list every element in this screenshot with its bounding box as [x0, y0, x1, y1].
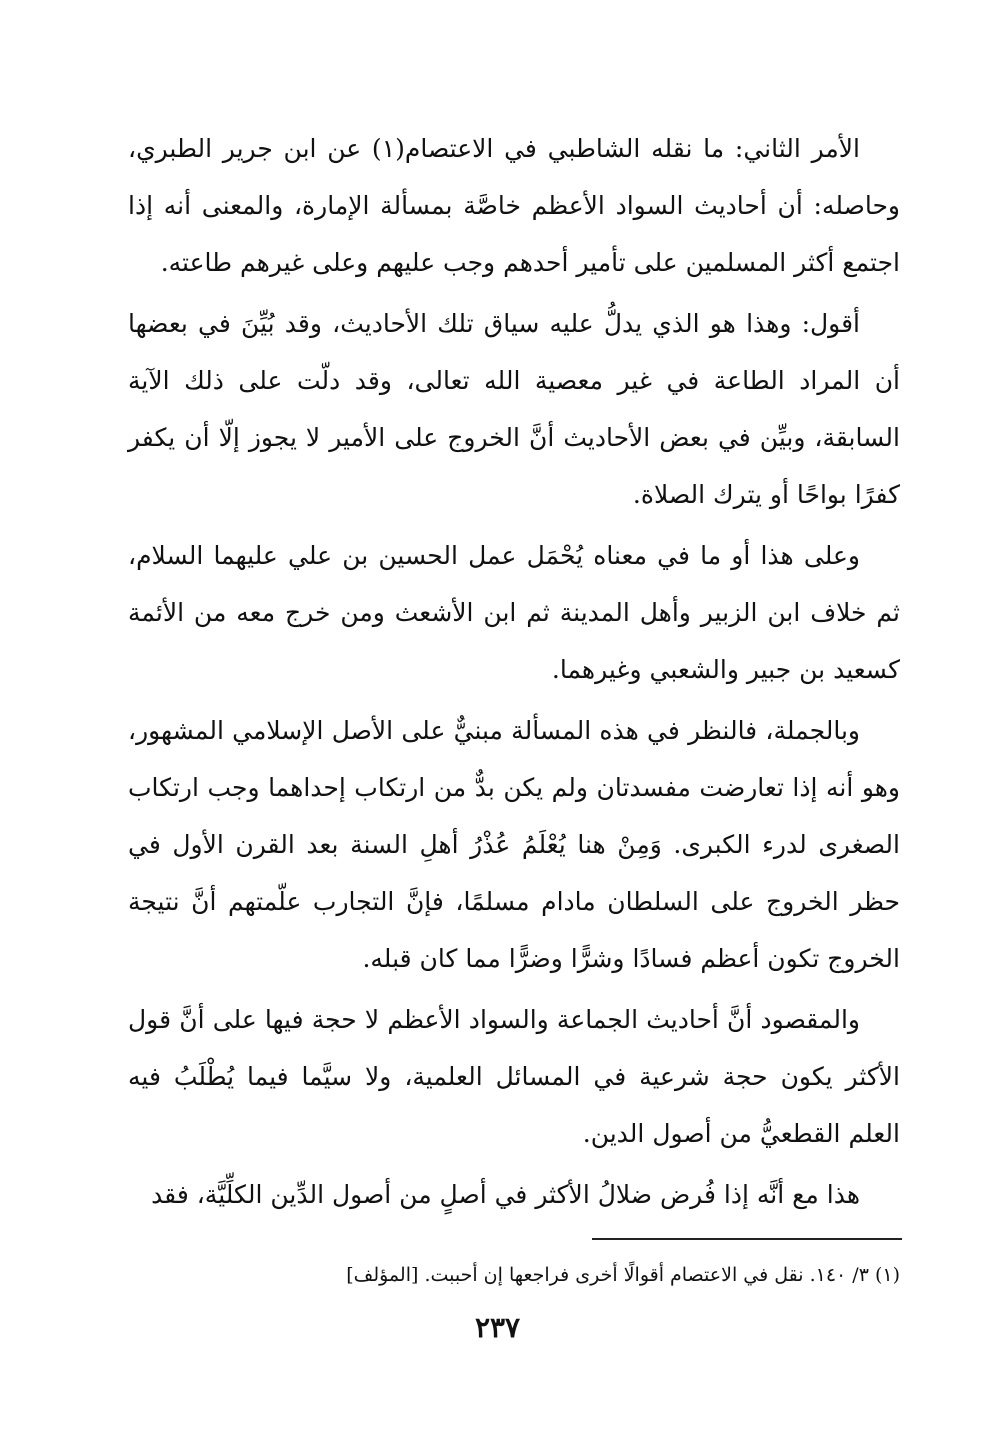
- paragraph-4: وبالجملة، فالنظر في هذه المسألة مبنيٌّ على الأصل الإسلامي المشهور، وهو أنه إذا تعارضت مفسدتان ولم يكن بدٌّ من ارتكاب إحداهما وجب ارتكاب الصغرى لدرء الكبرى. وَمِنْ هنا يُعْلَمُ عُذْرُ أهلِ السنة بعد القرن الأول في حظر الخروج على السلطان مادام مسلمًا، فإنَّ التجارب علّمتهم أنَّ نتيجة الخروج تكون أعظم فسادًا وشرًّا وضرًّا مما كان قبله.: [128, 716, 900, 973]
- page-number: ٢٣٧: [474, 1311, 521, 1344]
- main-text: [128, 120, 900, 1227]
- paragraph-6: هذا مع أنَّه إذا فُرض ضلالُ الأكثر في أصلٍ من أصول الدِّين الكلِّيَّة، فقد: [151, 1180, 860, 1209]
- paragraph-5: والمقصود أنَّ أحاديث الجماعة والسواد الأعظم لا حجة فيها على أنَّ قول الأكثر يكون حجة شرعية في المسائل العلمية، ولا سيَّما فيما يُطْلَبُ فيه العلم القطعيُّ من أصول الدين.: [128, 1005, 900, 1148]
- paragraph-3: وعلى هذا أو ما في معناه يُحْمَل عمل الحسين بن علي عليهما السلام، ثم خلاف ابن الزبير وأهل المدينة ثم ابن الأشعث ومن خرج معه من الأئمة كسعيد بن جبير والشعبي وغيرهما.: [128, 541, 900, 684]
- footnote: (١) ٣/ ١٤٠. نقل في الاعتصام أقوالًا أخرى فراجعها إن أحببت. [المؤلف]: [346, 1264, 900, 1286]
- paragraph-1: الأمر الثاني: ما نقله الشاطبي في الاعتصام(١) عن ابن جرير الطبري، وحاصله: أن أحاديث السواد الأعظم خاصَّة بمسألة الإمارة، والمعنى أنه إذا اجتمع أكثر المسلمين على تأمير أحدهم وجب عليهم وعلى غيرهم طاعته.: [128, 134, 900, 277]
- paragraph-2: أقول: وهذا هو الذي يدلُّ عليه سياق تلك الأحاديث، وقد بُيِّنَ في بعضها أن المراد الطاعة في غير معصية الله تعالى، وقد دلّت على ذلك الآية السابقة، وبيِّن في بعض الأحاديث أنَّ الخروج على الأمير لا يجوز إلّا أن يكفر كفرًا بواحًا أو يترك الصلاة.: [128, 309, 900, 509]
- footnote-divider: [592, 1238, 902, 1240]
